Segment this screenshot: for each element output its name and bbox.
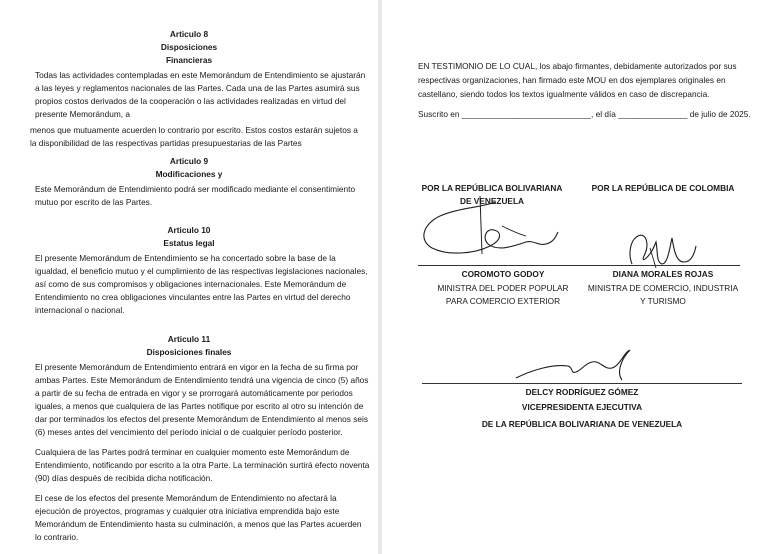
- article-8-heading: Disposiciones: [160, 42, 218, 52]
- article-10-title: Articulo 10: [167, 225, 211, 235]
- article-8-line: presente Memorándum, a: [35, 109, 131, 119]
- article-11-line: iguales, a menos que cualquiera de las Partes notifique por escrito al otro su intención de: [35, 401, 364, 411]
- article-11-line: (90) días después de recibida dicha notificación.: [35, 473, 213, 483]
- article-8-line: propios costos derivados de la cooperación o las actividades realizadas en virtud del: [35, 96, 346, 106]
- article-9-heading: Modificaciones y: [155, 169, 223, 179]
- article-8-line: la disponibilidad de las respectivas partidas presupuestarias de las Partes: [30, 138, 302, 148]
- signature-morales-image: [610, 228, 720, 270]
- testimony-line: castellano, siendo todos los textos igualmente válidos en caso de discrepancia.: [418, 89, 710, 99]
- signature-line: [586, 265, 740, 266]
- article-8-line: Todas las actividades contempladas en este Memorándum de Entendimiento se ajustarán: [35, 70, 366, 80]
- signature-godoy-image: [418, 196, 568, 266]
- article-11-line: dar por terminados los efectos del presente Memorándum de Entendimiento al menos seis: [35, 414, 368, 424]
- morales-title: MINISTRA DE COMERCIO, INDUSTRIA: [587, 283, 739, 293]
- article-11-line: El presente Memorándum de Entendimiento entrará en vigor en la fecha de su firma por: [35, 362, 359, 372]
- article-11-line: Memorándum de Entendimiento hasta su culminación, a menos que las Partes acuerden: [35, 519, 362, 529]
- article-11-line: a partir de su fecha de entrada en vigor y se prorrogará automáticamente por periodos: [35, 388, 353, 398]
- signature-rodriguez-image: [512, 348, 652, 384]
- article-10-line: igualdad, el beneficio mutuo y el cumplimiento de las respectivas legislaciones nacionales,: [35, 266, 368, 276]
- right-page: [382, 0, 760, 554]
- article-11-line: lo contrario.: [35, 532, 79, 542]
- article-10-line: internacional o nacional.: [35, 305, 125, 315]
- article-10-line: Entendimiento no crea obligaciones vinculantes entre las Partes en virtud del derecho: [35, 292, 351, 302]
- signature-line: [418, 265, 588, 266]
- testimony-line: respectivas organizaciones, han firmado este MOU en dos ejemplares originales en: [418, 75, 726, 85]
- article-10-line: El presente Memorándum de Entendimiento se ha concertado sobre la base de la: [35, 253, 336, 263]
- article-9-line: mutuo por escrito de las Partes.: [35, 197, 153, 207]
- venezuela-header: DE VENEZUELA: [459, 196, 525, 206]
- article-11-line: El cese de los efectos del presente Memorándum de Entendimiento no afectará la: [35, 493, 337, 503]
- signed-place-date: Suscrito en ____________________________, el día _______________ de julio de 2025.: [418, 109, 751, 119]
- article-8-line: menos que mutuamente acuerden lo contrario por escrito. Estos costos estarán sujetos a: [30, 125, 358, 135]
- article-11-line: ambas Partes. Este Memorándum de Entendimiento tendrá una vigencia de cinco (5) años: [35, 375, 369, 385]
- article-10-heading: Estatus legal: [163, 238, 215, 248]
- colombia-header: POR LA REPÚBLICA DE COLOMBIA: [591, 183, 735, 193]
- article-8-subheading: Financieras: [165, 55, 213, 65]
- morales-title: Y TURISMO: [640, 296, 686, 306]
- article-11-line: (6) meses antes del vencimiento del período inicial o de cualquier período posterior.: [35, 427, 343, 437]
- article-11-heading: Disposiciones finales: [146, 347, 232, 357]
- godoy-name: COROMOTO GODOY: [461, 269, 545, 279]
- article-9-line: Este Memorándum de Entendimiento podrá ser modificado mediante el consentimiento: [35, 184, 356, 194]
- article-8-title: Articulo 8: [169, 29, 209, 39]
- rodriguez-name: DELCY RODRÍGUEZ GÓMEZ: [525, 387, 639, 397]
- article-11-line: Cualquiera de las Partes podrá terminar en cualquier momento este Memorándum de: [35, 447, 350, 457]
- rodriguez-country: DE LA REPÚBLICA BOLIVARIANA DE VENEZUELA: [481, 419, 683, 429]
- article-8-line: a las leyes y reglamentos nacionales de las Partes. Cada una de las Partes asumirá sus: [35, 83, 360, 93]
- article-9-title: Articulo 9: [169, 156, 209, 166]
- venezuela-header: POR LA REPÚBLICA BOLIVARIANA: [421, 183, 563, 193]
- article-11-title: Articulo 11: [167, 334, 211, 344]
- left-page: [0, 0, 378, 554]
- article-11-line: Entendimiento, notificando por escrito a la otra Parte. La terminación surtirá efecto noventa: [35, 460, 370, 470]
- article-10-line: así como de sus compromisos y obligaciones internacionales. Este Memorándum de: [35, 279, 347, 289]
- godoy-title: PARA COMERCIO EXTERIOR: [445, 296, 561, 306]
- godoy-title: MINISTRA DEL PODER POPULAR: [437, 283, 569, 293]
- morales-name: DIANA MORALES ROJAS: [612, 269, 714, 279]
- signature-line: [422, 383, 742, 384]
- testimony-line: EN TESTIMONIO DE LO CUAL, los abajo firmantes, debidamente autorizados por sus: [418, 61, 737, 71]
- article-11-line: ejecución de proyectos, programas y cualquier otra iniciativa emprendida bajo este: [35, 506, 340, 516]
- rodriguez-title: VICEPRESIDENTA EJECUTIVA: [521, 402, 643, 412]
